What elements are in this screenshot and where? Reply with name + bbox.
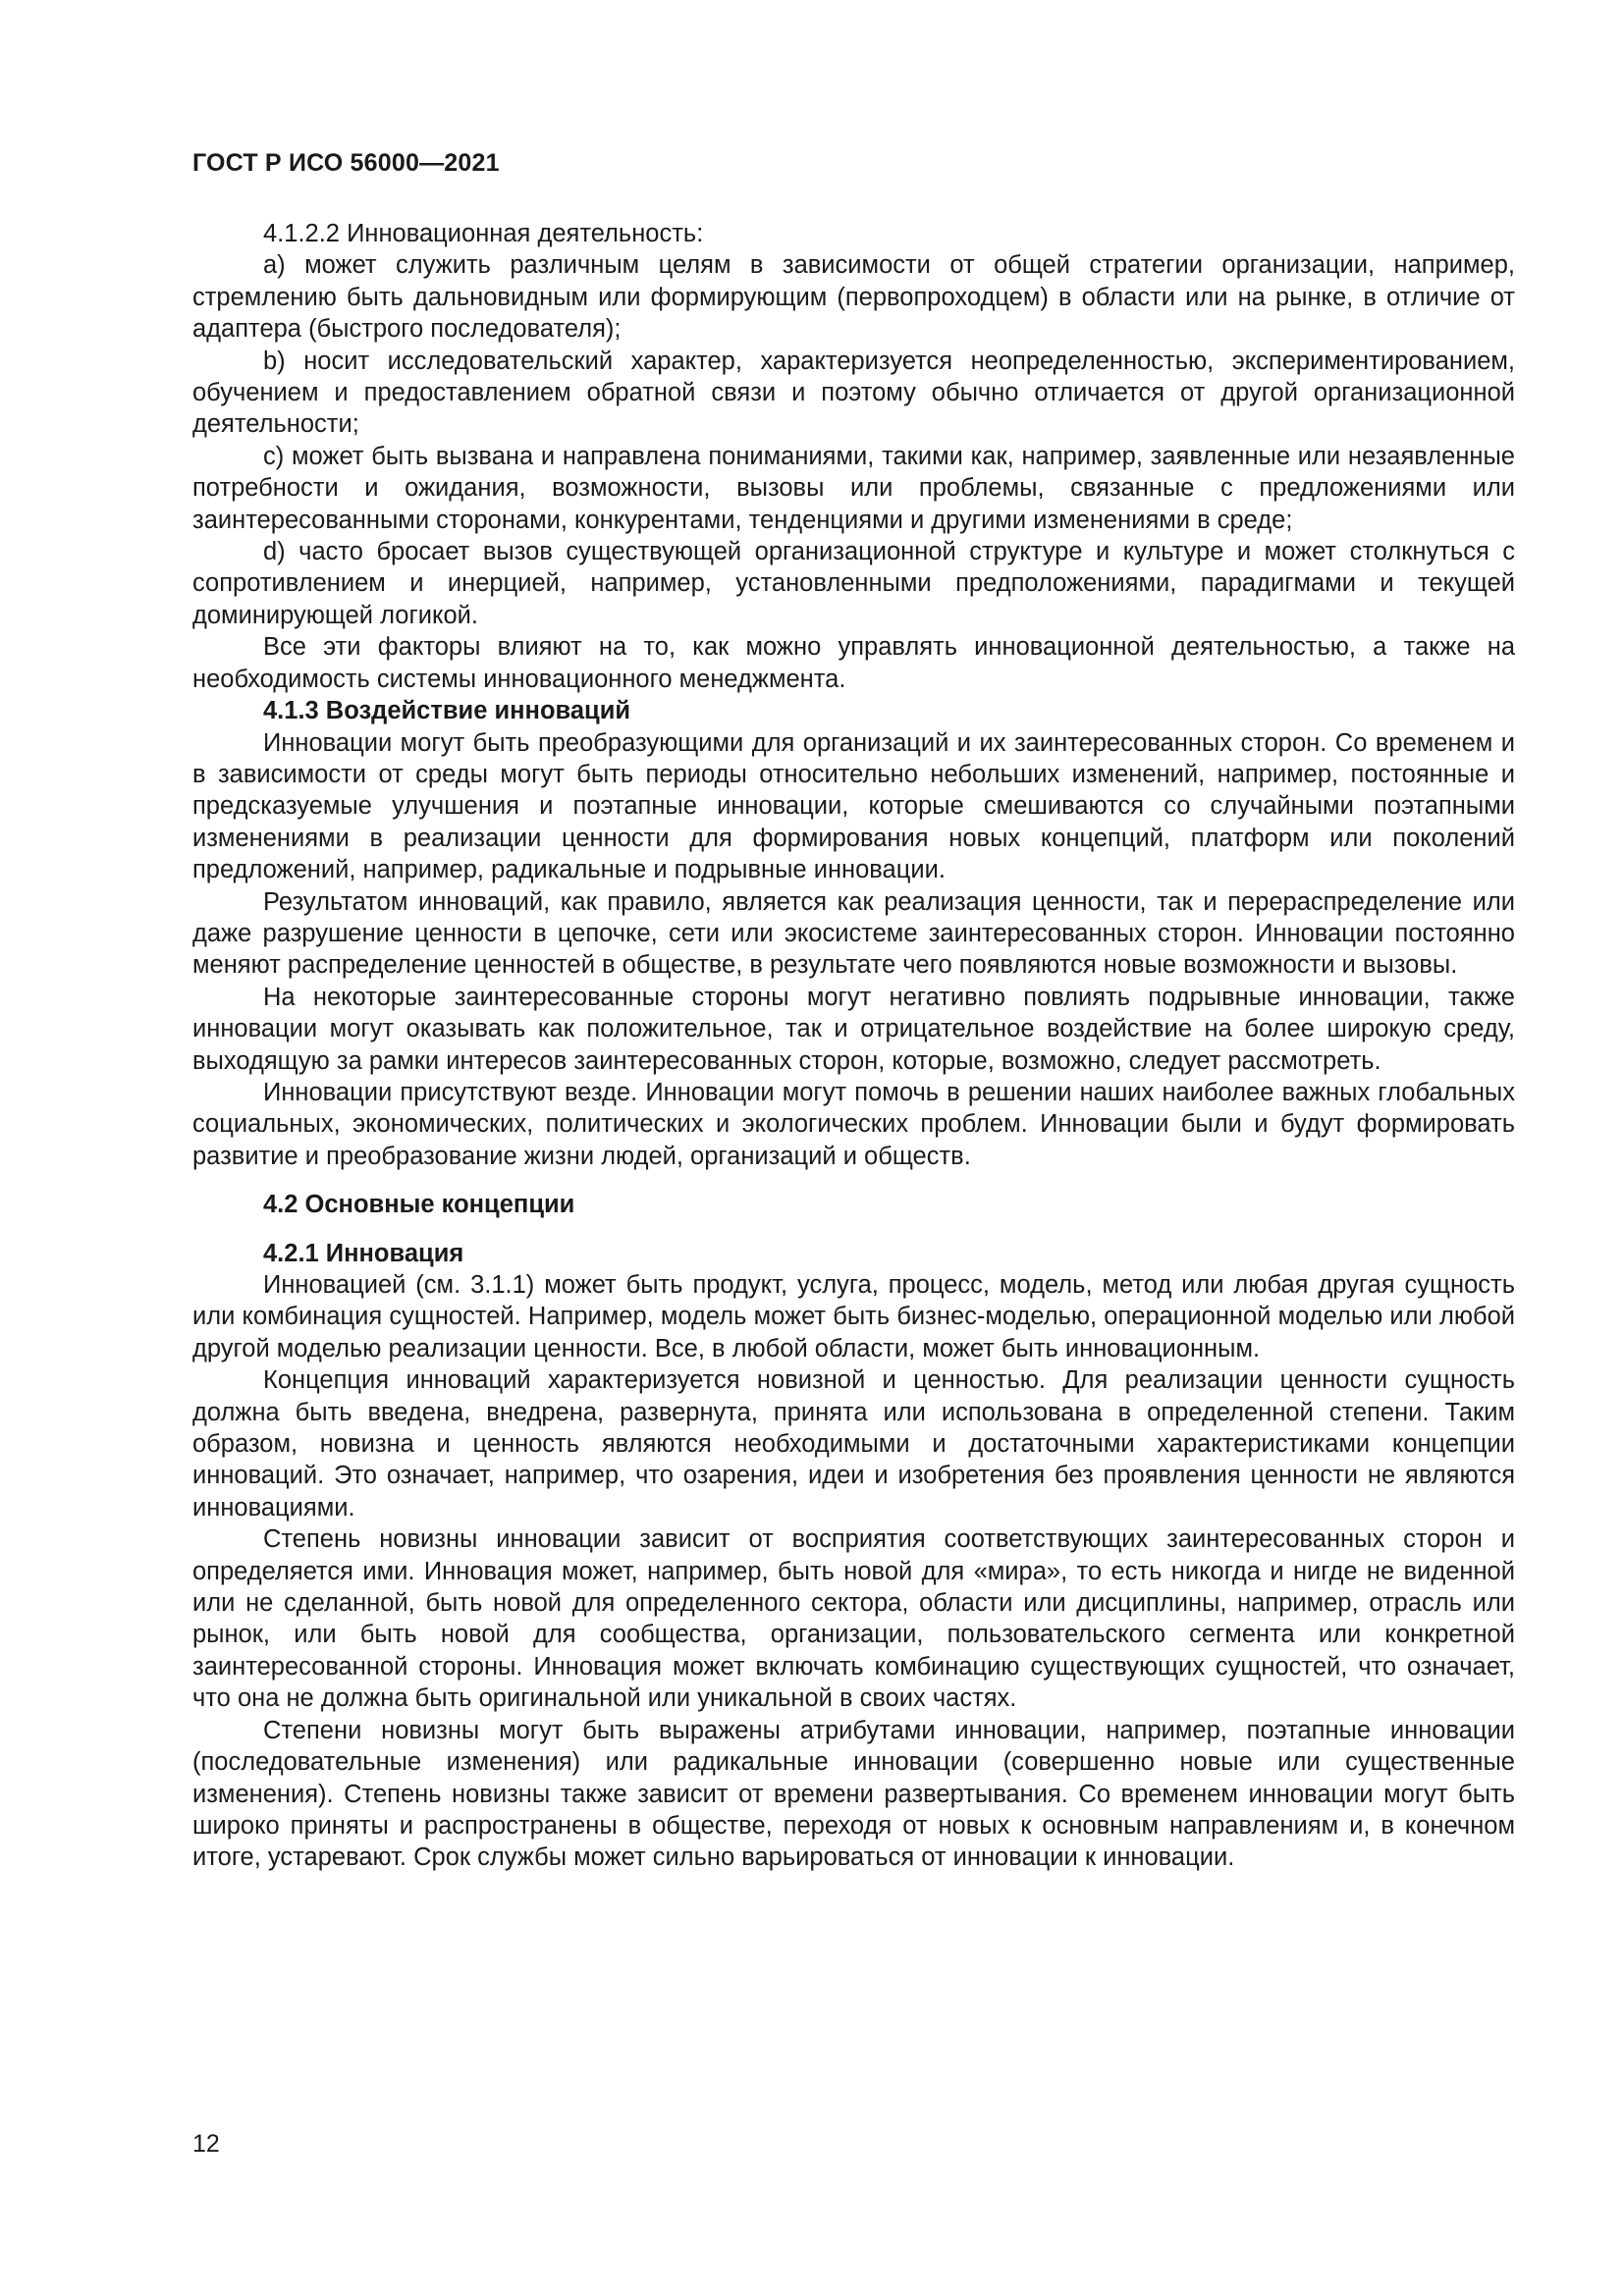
paragraph: Степени новизны могут быть выражены атрибутами инновации, например, поэтапные инновации (последовательные изменения) или радикальные инновации (совершенно новые или существенные изменения). Степень новизны также зависит от времени развертывания. Со временем инновации могут быть широко приняты и распространены в обществе, переходя от новых к основным направлениям и, в конечном итоге, устаревают. Срок службы может сильно варьироваться от инновации к инновации. <box>192 1716 1515 1872</box>
list-item-d: d) часто бросает вызов существующей организационной структуре и культуре и может столкнуться с сопротивлением и инерцией, например, установленными предположениями, парадигмами и текущей доминирующей логикой. <box>192 538 1515 629</box>
paragraph: Инновации могут быть преобразующими для организаций и их заинтересованных сторон. Со временем и в зависимости от среды могут быть периоды относительно небольших изменений, например, постоянные и предсказуемые улучшения и поэтапные инновации, которые смешиваются со случайными поэтапными изменениями в реализации ценности для формирования новых концепций, платформ или поколений предложений, например, радикальные и подрывные инновации. <box>192 728 1515 884</box>
section-heading-4-2: 4.2 Основные концепции <box>263 1191 575 1219</box>
paragraph: Инновацией (см. 3.1.1) может быть продукт, услуга, процесс, модель, метод или любая другая сущность или комбинация сущностей. Например, модель может быть бизнес-моделью, операционной моделью или любой другой моделью реализации ценности. Все, в любой области, может быть инновационным. <box>192 1271 1515 1362</box>
document-header: ГОСТ Р ИСО 56000—2021 <box>192 149 500 177</box>
page-number: 12 <box>192 2130 220 2158</box>
document-body <box>192 218 1515 1874</box>
paragraph: Результатом инноваций, как правило, является как реализация ценности, так и перераспределение или даже разрушение ценности в цепочке, сети или экосистеме заинтересованных сторон. Инновации постоянно меняют распределение ценностей в обществе, в результате чего появляются новые возможности и вызовы. <box>192 887 1515 980</box>
paragraph: Концепция инноваций характеризуется новизной и ценностью. Для реализации ценности сущность должна быть введена, внедрена, развернута, принята или использована в определенной степени. Таким образом, новизна и ценность являются необходимыми и достаточными характеристиками концепции инноваций. Это означает, например, что озарения, идеи и изобретения без проявления ценности не являются инновациями. <box>192 1366 1515 1522</box>
paragraph: Степень новизны инновации зависит от восприятия соответствующих заинтересованных сторон и определяется ими. Инновация может, например, быть новой для «мира», то есть никогда и нигде не виденной или не сделанной, быть новой для определенного сектора, области или дисциплины, например, отрасль или рынок, или быть новой для сообщества, организации, пользовательского сегмента или конкретной заинтересованной стороны. Инновация может включать комбинацию существующих сущностей, что означает, что она не должна быть оригинальной или уникальной в своих частях. <box>192 1525 1515 1713</box>
paragraph: Все эти факторы влияют на то, как можно управлять инновационной деятельностью, а также на необходимость системы инновационного менеджмента. <box>192 633 1515 693</box>
paragraph: Инновации присутствуют везде. Инновации могут помочь в решении наших наиболее важных глобальных социальных, экономических, политических и экологических проблем. Инновации были и будут формировать развитие и преобразование жизни людей, организаций и обществ. <box>192 1078 1515 1170</box>
section-heading-4-2-1: 4.2.1 Инновация <box>263 1239 464 1267</box>
list-item-c: c) может быть вызвана и направлена пониманиями, такими как, например, заявленные или незаявленные потребности и ожидания, возможности, вызовы или проблемы, связанные с предложениями или заинтересованными сторонами, конкурентами, тенденциями и другими изменениями в среде; <box>192 442 1515 534</box>
list-item-a: a) может служить различным целям в зависимости от общей стратегии организации, например, стремлению быть дальновидным или формирующим (первопроходцем) в области или на рынке, в отличие от адаптера (быстрого последователя); <box>192 251 1515 344</box>
paragraph: На некоторые заинтересованные стороны могут негативно повлиять подрывные инновации, также инновации могут оказывать как положительное, так и отрицательное воздействие на более широкую среду, выходящую за рамки интересов заинтересованных сторон, которые, возможно, следует рассмотреть. <box>192 983 1515 1075</box>
paragraph: 4.1.2.2 Инновационная деятельность: <box>263 220 704 247</box>
list-item-b: b) носит исследовательский характер, характеризуется неопределенностью, экспериментированием, обучением и предоставлением обратной связи и поэтому обычно отличается от другой организационной деятельности; <box>192 347 1515 439</box>
section-heading-4-1-3: 4.1.3 Воздействие инноваций <box>263 697 631 725</box>
